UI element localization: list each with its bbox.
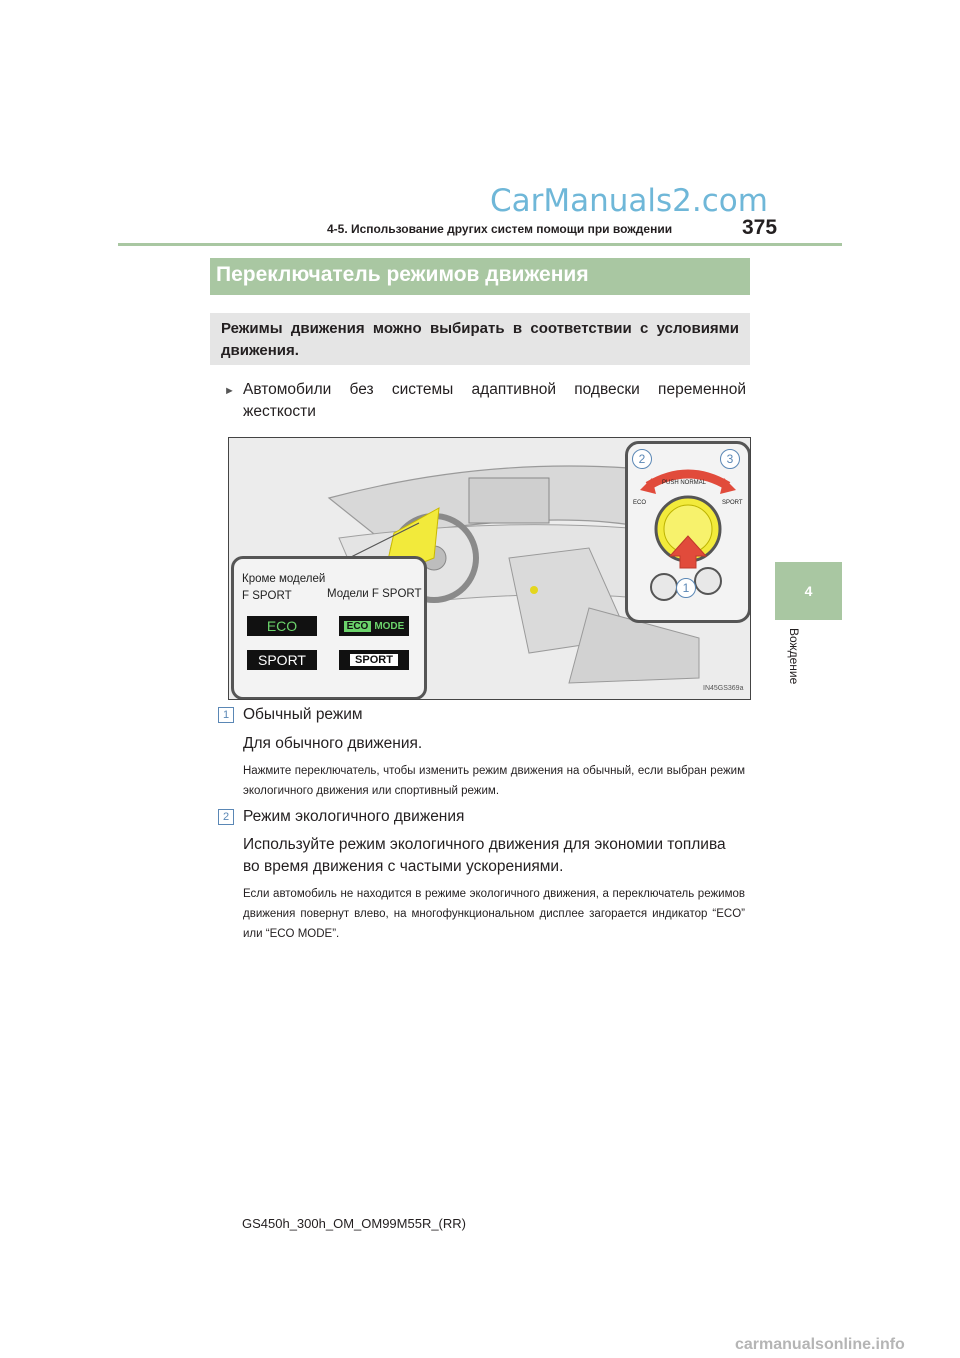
dial-label-top: PUSH NORMAL — [662, 480, 707, 486]
item-1-number-icon: 1 — [218, 707, 234, 723]
eco-mode-text: MODE — [374, 620, 405, 632]
inset-label-standard-2: F SPORT — [242, 590, 292, 602]
eco-indicator-standard: ECO — [247, 616, 317, 636]
bullet-text: Автомобили без системы адаптивной подвески переменной жесткости — [243, 381, 746, 420]
item-1-heading: Обычный режим — [243, 706, 363, 723]
page-title: Переключатель режимов движения — [216, 263, 589, 286]
manual-code: GS450h_300h_OM_OM99M55R_(RR) — [242, 1216, 466, 1231]
header-rule — [118, 243, 842, 246]
item-1-note: Нажмите переключатель, чтобы изменить режим движения на обычный, если выбран режим экологичного движения или спортивный режим. — [243, 765, 745, 797]
page-number: 375 — [742, 216, 778, 239]
dial-label-sport: SPORT — [722, 500, 743, 506]
bullet-arrow-icon: ► — [224, 385, 235, 397]
footer-watermark: carmanualsonline.info — [735, 1336, 905, 1353]
item-2-text: Используйте режим экологичного движения для экономии топлива во время движения с частыми ускорениями. — [243, 836, 726, 875]
sport-badge: SPORT — [350, 654, 398, 666]
item-2-note: Если автомобиль не находится в режиме экологичного движения, а переключатель режимов движения повернут влево, на многофункциональном дисплее загорается индикатор “ECO” или “ECO MODE”. — [243, 888, 745, 940]
summary-text: Режимы движения можно выбирать в соответствии с условиями движения. — [221, 320, 739, 359]
item-2-heading: Режим экологичного движения — [243, 808, 465, 825]
chapter-label: Вождение — [787, 628, 801, 685]
sport-indicator-standard: SPORT — [247, 650, 317, 670]
illustration — [228, 437, 751, 700]
dial-label-eco: ECO — [633, 500, 647, 506]
callout-1-icon: 1 — [676, 578, 696, 598]
item-2-number-icon: 2 — [218, 809, 234, 825]
summary-box — [210, 313, 750, 365]
inset-label-fsport: Модели F SPORT — [327, 588, 422, 600]
callout-2-icon: 2 — [632, 449, 652, 469]
display-inset — [231, 556, 427, 700]
switch-closeup — [625, 441, 751, 623]
chapter-tab[interactable]: 4 — [775, 562, 842, 620]
eco-mode-indicator-fsport — [339, 616, 409, 636]
callout-3-icon: 3 — [720, 449, 740, 469]
eco-mode-badge: ECO — [344, 621, 372, 632]
watermark-logo: CarManuals2.com — [490, 183, 768, 219]
item-1-text: Для обычного движения. — [243, 735, 423, 752]
sport-indicator-fsport — [339, 650, 409, 670]
page-title-bar — [210, 258, 750, 295]
section-title: 4-5. Использование других систем помощи при вождении — [327, 222, 673, 236]
inset-label-standard-1: Кроме моделей — [242, 573, 326, 585]
figure-code: IN45GS369a — [703, 685, 744, 692]
